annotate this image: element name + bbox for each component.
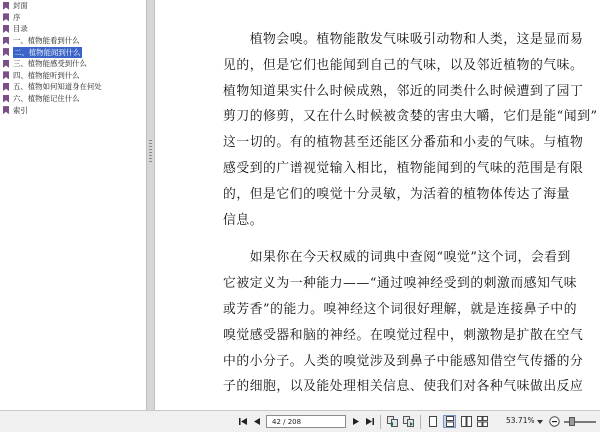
single-page-icon[interactable] bbox=[428, 415, 438, 428]
text-line: 植物知道果实什么时候成熟，邻近的同类什么时候遭到了园丁 bbox=[223, 83, 584, 99]
prev-page-icon[interactable] bbox=[252, 415, 262, 428]
toc-item-chapter-6[interactable]: 六、植物能记住什么 bbox=[0, 93, 146, 105]
bookmark-icon bbox=[3, 25, 9, 33]
panel-splitter[interactable] bbox=[146, 0, 155, 410]
text-line: 中的小分子。人类的嗅觉涉及到鼻子中能感知借空气传播的分 bbox=[223, 353, 584, 369]
text-line: 剪刀的修剪，又在什么时候被贪婪的害虫大嚼，它们是能“闻到” bbox=[223, 109, 598, 125]
bookmark-icon bbox=[3, 83, 9, 91]
bookmark-icon bbox=[3, 106, 9, 114]
bookmarks-panel bbox=[0, 0, 146, 410]
forward-icon[interactable] bbox=[402, 415, 414, 428]
page-body-text bbox=[223, 27, 598, 400]
text-line: 的，但是它们的嗅觉十分灵敏，为活着的植物体传达了海量 bbox=[223, 186, 571, 202]
zoom-level[interactable]: 53.71% bbox=[506, 416, 535, 425]
bookmark-icon bbox=[3, 13, 9, 21]
splitter-grip[interactable] bbox=[149, 140, 152, 164]
continuous-facing-icon[interactable] bbox=[476, 415, 488, 428]
toc-item-contents[interactable]: 目录 bbox=[0, 23, 146, 35]
bookmark-icon bbox=[3, 95, 9, 103]
bookmark-icon bbox=[3, 71, 9, 79]
bookmark-icon bbox=[3, 60, 9, 68]
bookmark-icon bbox=[3, 2, 9, 10]
toc-item-chapter-4[interactable]: 四、植物能听到什么 bbox=[0, 70, 146, 82]
document-page bbox=[155, 0, 600, 410]
next-page-icon[interactable] bbox=[351, 415, 361, 428]
navigation-toolbar bbox=[0, 410, 600, 432]
page-number-field[interactable] bbox=[266, 415, 346, 428]
continuous-view-icon[interactable] bbox=[443, 415, 456, 428]
text-line: 植物会嗅。植物能散发气味吸引动物和人类，这是显而易 bbox=[223, 32, 584, 47]
text-line: 子的细胞，以及能处理相关信息、使我们对各种气味做出反应 bbox=[223, 379, 584, 395]
text-line: 这一切的。有的植物甚至还能区分番茄和小麦的气味。与植物 bbox=[223, 135, 584, 151]
last-page-icon[interactable] bbox=[364, 415, 374, 428]
bookmark-icon bbox=[3, 48, 9, 56]
toc-item-preface[interactable]: 序 bbox=[0, 12, 146, 24]
toc-item-cover[interactable]: 封面 bbox=[0, 0, 146, 12]
toc-item-chapter-2[interactable]: 二、植物能闻到什么 bbox=[0, 46, 146, 58]
zoom-out-icon[interactable] bbox=[548, 415, 560, 428]
back-icon[interactable] bbox=[386, 415, 398, 428]
text-line: 嗅觉感受器和脑的神经。在嗅觉过程中，刺激物是扩散在空气 bbox=[223, 327, 584, 343]
text-line: 如果你在今天权威的词典中查阅“嗅觉”这个词，会看到 bbox=[223, 250, 571, 266]
text-line: 见的，但是它们也能闻到自己的气味，以及邻近植物的气味。 bbox=[223, 57, 584, 73]
toc-item-chapter-5[interactable]: 五、植物如何知道身在何处 bbox=[0, 81, 146, 93]
facing-pages-icon[interactable] bbox=[460, 415, 472, 428]
text-line: 它被定义为一种能力——“通过嗅神经受到的刺激而感知气味 bbox=[223, 276, 578, 292]
toc-item-index[interactable]: 索引 bbox=[0, 104, 146, 116]
toc-item-chapter-1[interactable]: 一、植物能看到什么 bbox=[0, 35, 146, 47]
text-line: 感受到的广谱视觉输入相比，植物能闻到的气味的范围是有限 bbox=[223, 160, 584, 176]
zoom-dropdown-icon[interactable] bbox=[536, 415, 544, 428]
toc-item-chapter-3[interactable]: 三、植物能感受到什么 bbox=[0, 58, 146, 70]
first-page-icon[interactable] bbox=[238, 415, 248, 428]
zoom-slider-thumb[interactable] bbox=[569, 417, 575, 426]
text-line: 或芳香”的能力。嗅神经这个词很好理解，就是连接鼻子中的 bbox=[223, 301, 578, 317]
text-line: 信息。 bbox=[223, 212, 264, 228]
bookmark-icon bbox=[3, 37, 9, 45]
